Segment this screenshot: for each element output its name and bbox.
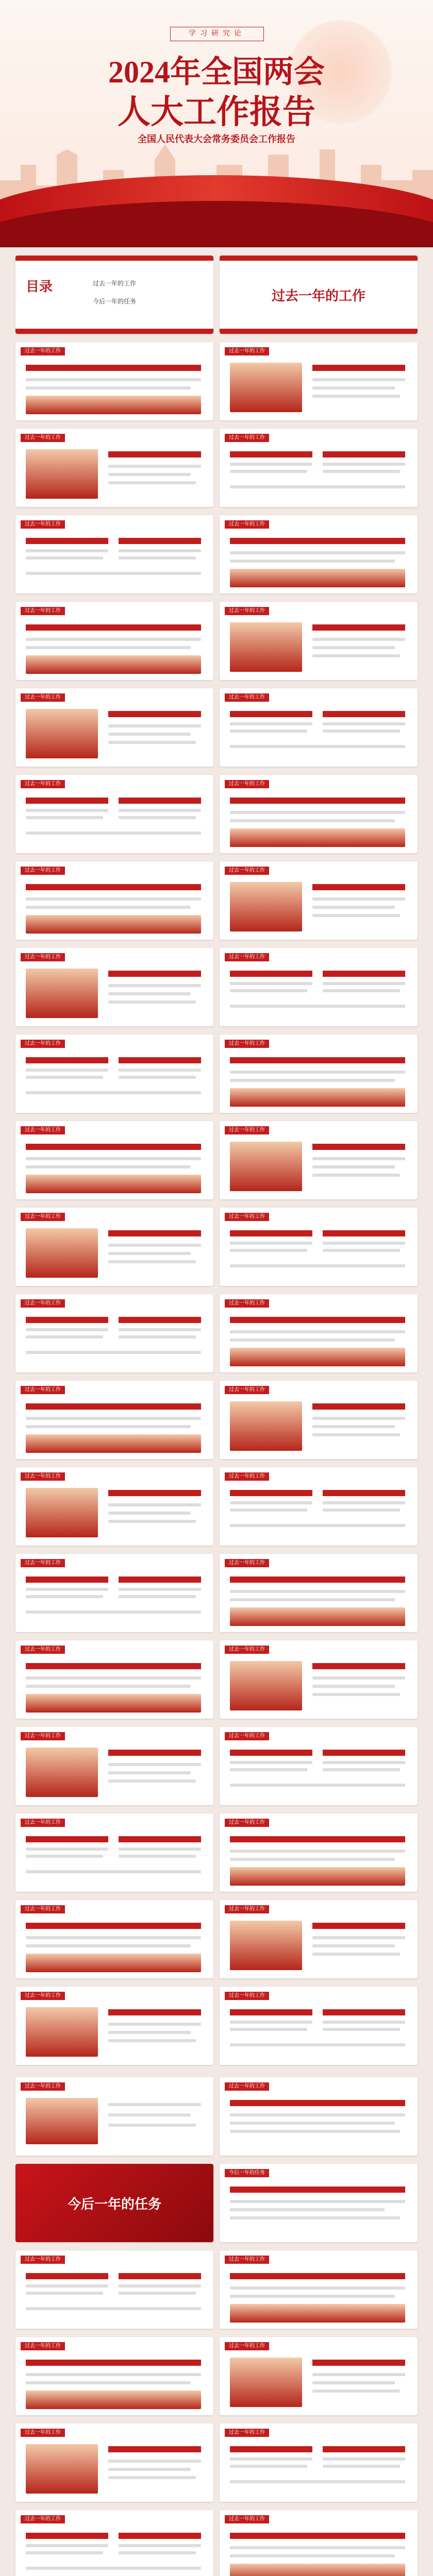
content-slide	[220, 2077, 418, 2156]
content-slide	[220, 1294, 418, 1372]
content-slide	[220, 2250, 418, 2329]
slide-header: 过去一年的工作	[21, 520, 65, 529]
content-slide	[220, 429, 418, 507]
slide-row	[15, 1640, 418, 1719]
slide-header: 过去一年的工作	[225, 1646, 269, 1654]
content-slide	[220, 515, 418, 594]
content-slide	[220, 1121, 418, 1199]
content-slide	[220, 2424, 418, 2502]
cover-subtitle: 全国人民代表大会常务委员会工作报告	[138, 134, 295, 144]
toc-item-2: 今后一年的任务	[93, 298, 137, 305]
slide-header: 过去一年的工作	[225, 520, 269, 529]
slide-header: 过去一年的工作	[21, 2342, 65, 2350]
slide-row	[15, 688, 418, 767]
slide-header: 过去一年的工作	[225, 1040, 269, 1048]
content-slide	[220, 342, 418, 420]
slide-header: 过去一年的工作	[21, 1472, 65, 1481]
slide-header: 过去一年的工作	[225, 434, 269, 442]
content-slide	[220, 2164, 418, 2242]
content-slide	[15, 1035, 213, 1113]
slide-header: 今后一年的任务	[225, 2169, 269, 2177]
slide-row	[15, 1900, 418, 1978]
slide-row	[15, 1121, 418, 1199]
slide-header: 过去一年的工作	[21, 2256, 65, 2264]
content-slide	[220, 1208, 418, 1286]
content-slide	[15, 1208, 213, 1286]
slide-row	[15, 429, 418, 507]
slide-header: 过去一年的工作	[225, 693, 269, 702]
slide-header: 过去一年的工作	[225, 1126, 269, 1134]
slide-header: 过去一年的工作	[21, 1126, 65, 1134]
slide-header: 过去一年的工作	[21, 1213, 65, 1221]
slide-header: 过去一年的工作	[21, 2429, 65, 2437]
content-slide	[15, 1814, 213, 1892]
content-slide	[15, 1640, 213, 1719]
slide-header: 过去一年的工作	[225, 607, 269, 615]
section2-slide	[15, 2164, 213, 2242]
slide-header: 过去一年的工作	[225, 1386, 269, 1394]
content-slide	[15, 515, 213, 594]
content-slide	[220, 1814, 418, 1892]
slide-header: 过去一年的工作	[225, 2082, 269, 2091]
slide-header: 过去一年的工作	[21, 607, 65, 615]
slide-header: 过去一年的工作	[225, 1905, 269, 1913]
slide-header: 过去一年的工作	[225, 1992, 269, 2000]
slide-header: 过去一年的工作	[21, 867, 65, 875]
slide-row	[15, 1987, 418, 2065]
content-slide	[15, 2510, 213, 2576]
slide-header: 过去一年的工作	[225, 2515, 269, 2523]
content-slide	[15, 861, 213, 940]
slide-header: 过去一年的工作	[21, 1040, 65, 1048]
content-slide	[15, 1381, 213, 1459]
slide-row	[15, 1814, 418, 1892]
content-slide	[15, 2424, 213, 2502]
slide-row	[15, 1035, 418, 1113]
slide-header: 过去一年的工作	[225, 1559, 269, 1567]
slide-header: 过去一年的工作	[225, 2342, 269, 2350]
content-slide	[15, 1554, 213, 1632]
content-slide	[15, 1294, 213, 1372]
slide-row	[15, 2164, 418, 2242]
content-slide	[220, 1554, 418, 1632]
slide-row	[15, 948, 418, 1026]
slide-row	[15, 861, 418, 940]
slide-header: 过去一年的工作	[225, 1732, 269, 1740]
content-slide	[220, 688, 418, 767]
section2-title: 今后一年的任务	[67, 2197, 161, 2212]
slide-row	[15, 515, 418, 594]
slide-row	[15, 775, 418, 853]
slide-row	[15, 1467, 418, 1546]
slide-header: 过去一年的工作	[21, 693, 65, 702]
slide-header: 过去一年的工作	[21, 1905, 65, 1913]
content-slide	[220, 1381, 418, 1459]
slide-header: 过去一年的工作	[21, 434, 65, 442]
content-slide	[15, 688, 213, 767]
content-slide	[220, 861, 418, 940]
content-slide	[220, 1900, 418, 1978]
slide-header: 过去一年的工作	[225, 2429, 269, 2437]
slide-header: 过去一年的工作	[225, 867, 269, 875]
content-slide	[15, 1987, 213, 2065]
slide-row	[15, 1294, 418, 1372]
content-slide	[220, 1640, 418, 1719]
content-slide	[15, 2250, 213, 2329]
cover-title-line1: 2024年全国两会	[108, 55, 325, 89]
slide-row	[15, 2424, 418, 2502]
content-slide	[220, 1987, 418, 2065]
content-slide	[15, 1727, 213, 1805]
content-slide	[15, 429, 213, 507]
slide-row	[15, 1727, 418, 1805]
content-slide	[15, 342, 213, 420]
content-slide	[15, 1121, 213, 1199]
slide-row	[15, 1208, 418, 1286]
content-slide	[15, 948, 213, 1026]
slide-header: 过去一年的工作	[21, 1819, 65, 1827]
slide-row	[15, 2510, 418, 2576]
content-slide	[15, 1900, 213, 1978]
slide-header: 过去一年的工作	[225, 1299, 269, 1308]
slide-header: 过去一年的工作	[21, 347, 65, 355]
section1-title: 过去一年的工作	[271, 289, 365, 303]
slide-row	[15, 256, 418, 334]
slide-header: 过去一年的工作	[225, 780, 269, 788]
slide-header: 过去一年的工作	[225, 1213, 269, 1221]
slide-header: 过去一年的工作	[225, 1472, 269, 1481]
content-slide	[220, 2337, 418, 2415]
content-slide	[220, 602, 418, 680]
toc-title: 目录	[26, 279, 53, 294]
slide-row	[15, 2337, 418, 2415]
cover-tag: 学习研究论	[170, 27, 264, 41]
content-slide	[15, 1467, 213, 1546]
slide-header: 过去一年的工作	[225, 1819, 269, 1827]
content-slide	[220, 2510, 418, 2576]
slide-row	[15, 602, 418, 680]
content-slide	[15, 2337, 213, 2415]
slide-header: 过去一年的工作	[21, 1732, 65, 1740]
cover-title-line2: 人大工作报告	[118, 94, 315, 130]
content-slide	[220, 1467, 418, 1546]
content-slide	[220, 775, 418, 853]
content-slide	[220, 1727, 418, 1805]
content-slide	[220, 948, 418, 1026]
slide-row	[15, 342, 418, 420]
cover-slide	[0, 0, 433, 247]
slide-row	[15, 1554, 418, 1632]
content-slide	[15, 602, 213, 680]
slide-header: 过去一年的工作	[21, 2082, 65, 2091]
slide-header: 过去一年的工作	[21, 953, 65, 961]
slide-header: 过去一年的工作	[21, 780, 65, 788]
slide-header: 过去一年的工作	[21, 1559, 65, 1567]
content-slide	[15, 2077, 213, 2156]
slide-header: 过去一年的工作	[21, 1992, 65, 2000]
section1-slide	[220, 256, 418, 334]
slide-header: 过去一年的工作	[225, 347, 269, 355]
slide-header: 过去一年的工作	[21, 1386, 65, 1394]
slide-row	[15, 1381, 418, 1459]
slide-header: 过去一年的工作	[21, 2515, 65, 2523]
toc-item-1: 过去一年的工作	[93, 280, 137, 287]
slide-header: 过去一年的工作	[225, 953, 269, 961]
slide-header: 过去一年的工作	[225, 2256, 269, 2264]
slide-header: 过去一年的工作	[21, 1299, 65, 1308]
slide-header: 过去一年的工作	[21, 1646, 65, 1654]
content-slide	[15, 775, 213, 853]
content-slide	[220, 1035, 418, 1113]
slide-row	[15, 2077, 418, 2156]
slide-row	[15, 2250, 418, 2329]
toc-slide	[15, 256, 213, 334]
